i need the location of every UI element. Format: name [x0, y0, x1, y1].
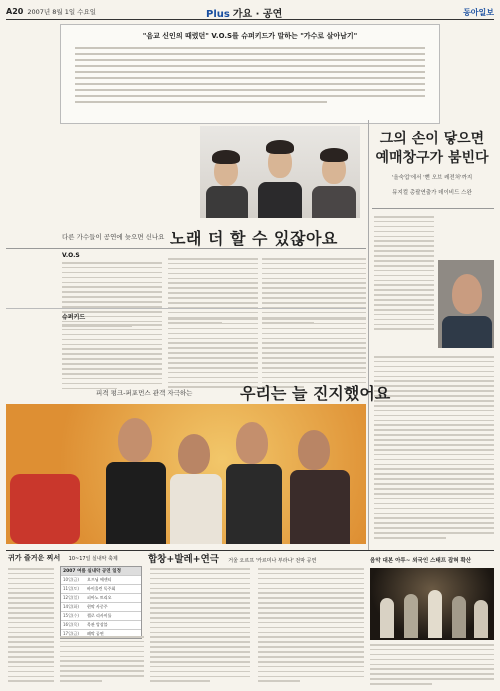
article2-headline: 우리는 늘 진지했어요	[240, 384, 391, 403]
page-number: A20	[6, 7, 24, 16]
right-headline-2: 예매창구가 붐빈다	[375, 150, 489, 166]
table-row: 14일(화) 현악 사중주	[61, 602, 141, 611]
masthead-right	[463, 7, 494, 18]
newspaper-logo: 동아일보	[463, 7, 494, 17]
article1-col3	[262, 258, 366, 326]
bottom-left-headline: 귀가 즐거운 찌서 10~17일 실내악 축제	[8, 554, 118, 562]
issue-date: 2007년 8월 1일 수요일	[27, 8, 97, 16]
feature-intro-box	[60, 24, 440, 124]
right-col2	[374, 356, 494, 542]
right-col1	[374, 216, 434, 333]
article1-col4	[62, 312, 162, 392]
intro-text-block	[75, 47, 425, 107]
bottom-center-headline: 합창+발레+연극 거울 오르프 '카르미나 부라나' 전막 공연	[148, 554, 317, 565]
right-headline-1: 그의 손이 닿으면	[379, 131, 485, 147]
table-row: 17일(금) 폐막 공연	[61, 629, 141, 638]
article2-subhead: 피격 펑크-퍼포먼스 관객 자극하는	[96, 389, 193, 397]
right-subhead-1: '올숙업'에서 '뻔 오브 레전처'까지	[391, 175, 473, 181]
table-title: 2007 여름 실내악 공연 일정	[61, 567, 141, 575]
masthead	[6, 4, 494, 20]
superkid-label: 슈퍼키드	[62, 314, 86, 321]
david-swan-portrait	[438, 260, 494, 348]
table-row: 16일(목) 목관 앙상블	[61, 620, 141, 629]
stage-performance-photo	[370, 568, 494, 640]
right-subhead-2: 뮤지컬 총괄연출가 데이비드 스완	[392, 190, 472, 196]
bottom-col2	[60, 636, 144, 685]
table-row: 10일(금) 오프닝 에센티	[61, 575, 141, 584]
concert-schedule-table	[60, 566, 142, 639]
bottom-right-headline: 음악 대본 아투~ 외국인 스태프 잡혀 확산	[370, 558, 472, 564]
bottom-col5	[370, 644, 494, 688]
right-headline-block	[372, 130, 492, 198]
table-row: 12일(일) 피아노 트리오	[61, 593, 141, 602]
feature-title: "음교 신인의 때렸던" V.O.S를 슈퍼키드가 말하는 "가수로 살아남기"	[142, 32, 358, 40]
vos-label: V.O.S	[62, 252, 80, 259]
article1-headline: 노래 더 할 수 있잖아요	[170, 229, 338, 248]
table-row: 11일(토) 바이올린 독주회	[61, 584, 141, 593]
table-row: 15일(수) 첼로 리사이틀	[61, 611, 141, 620]
bottom-col4	[258, 568, 364, 685]
superkid-group-photo	[6, 404, 366, 544]
article1-subhead: 다른 가수들이 공연에 늦으면 신나요	[62, 233, 165, 241]
article1-col2	[168, 258, 258, 326]
bottom-col1	[8, 568, 54, 685]
bottom-col3	[150, 568, 250, 685]
section-title: Plus 가요 · 공연	[206, 9, 283, 20]
vos-group-photo	[200, 126, 360, 218]
